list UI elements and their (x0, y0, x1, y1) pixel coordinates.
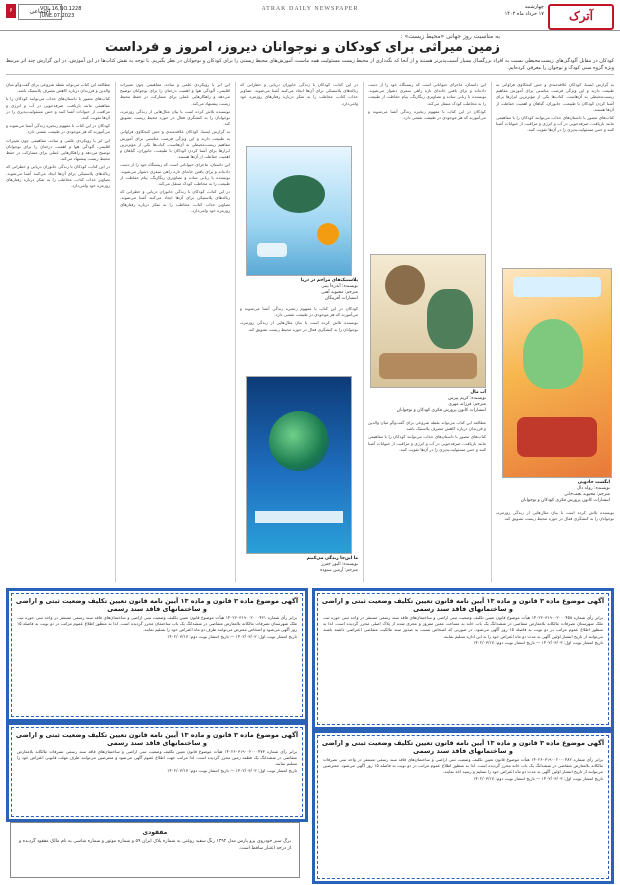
column-divider (363, 82, 364, 582)
notice-text: برابر رأی شماره ۱۴۰۲۶۰۳۱۹۰۰۲۰۰۰۴۶۱ هیأت موضوع قانون تعیین تکلیف وضعیت ثبتی اراضی و ساختمان‌های فاقد سند رسمی مستقر در واحد ثبتی حوزه ثبت ملک شهرستان تصرفات مالکانه بلامعارض متقاضی در ششدانگ یک باب ساختمان محرز گردیده است. لذا به منظور اطلاع عموم مراتب در دو نوبت به فاصله ۱۵ روز آگهی می‌شود و اشخاص معترض می‌توانند ظرف دو ماه اعتراض خود را تسلیم نمایند. (17, 615, 297, 633)
notice-title: آگهی موضوع ماده ۳ قانون و ماده ۱۳ آیین نامه قانون تعیین تکلیف وضعیت ثبتی و اراضی و ساختمانهای فاقد سند رسمی (321, 597, 605, 613)
book-cover-plastics-sea (246, 146, 352, 276)
notice-body (17, 749, 297, 813)
book-translator: مترجم: محبوبه آهنی (321, 290, 358, 295)
book-author: نویسنده: کریم پیرس (448, 396, 486, 401)
notice-title: آگهی موضوع ماده ۳ قانون و ماده ۱۳ آیین نامه قانون تعیین تکلیف وضعیت ثبتی و اراضی و ساختمانهای فاقد سند رسمی (15, 597, 299, 613)
legal-notice-3 (6, 722, 308, 822)
section-label: اجتماعی (18, 4, 62, 20)
paragraph: نویسنده تلاش کرده است با بیان مثال‌هایی از زندگی روزمره، نوجوانان را به کنشگری فعال در حوزه محیط زیست تشویق کند. (120, 108, 230, 127)
page-number: ۶ (6, 4, 16, 18)
article-lead: کودکان در مقابل آلودگی‌های زیست‌محیطی نسبت به افراد بزرگسال بسیار آسیب‌پذیرتر هستند و از آنجا که نگه‌داری از محیط زیست مسئولیت همه ماست، آموزش‌های محیط زیستی را برای کودکان و نوجوانان در نظر بگیریم. با توجه به نقش کتاب‌ها در این آموزش، در این گزارش چند اثر مرتبط ویژه گروه سنی کودک و نوجوان را معرفی کرده‌ایم. (6, 58, 614, 75)
masthead (0, 0, 620, 31)
book-publisher: انتشارات آفرینگان (324, 296, 358, 301)
book-publisher: انتشارات کانون پرورش فکری کودکان و نوجوانان (520, 498, 610, 503)
notice-dates: تاریخ انتشار نوبت اول: ۱۴۰۲/۰۳/۰۳ — تاریخ انتشار نوبت دوم: ۱۴۰۲/۰۳/۱۷ (473, 775, 603, 781)
paper-name: ATRAK DAILY NEWSPAPER (261, 6, 359, 12)
article-column-5 (6, 82, 110, 582)
book-publisher: انتشارات کانون پرورش فکری کودکان و نوجوانان (396, 408, 486, 413)
column-divider (235, 82, 236, 582)
paragraph: نویسنده تلاش کرده است با بیان مثال‌هایی از زندگی روزمره، نوجوانان را به کنشگری فعال در حوزه محیط زیست تشویق کند. (496, 510, 614, 522)
paragraph: کتاب‌های مصور با داستان‌های جذاب می‌توانند کودکان را با مفاهیمی مانند بازیافت، صرفه‌جویی در آب و انرژی و مراقبت از حیوانات آشنا کنند و حس مسئولیت‌پذیری را در آن‌ها تقویت کنند. (496, 115, 614, 133)
paper-logo: آترک (548, 4, 614, 30)
book-title: انگشت جادویی (577, 480, 610, 485)
notice-text: برابر رأی شماره ۱۴۰۲۶۰۳۱۹۰۰۲۰۰۰۴۷۳ هیأت موضوع قانون تعیین تکلیف وضعیت ثبتی اراضی و ساختمان‌های فاقد سند رسمی تصرفات مالکانه بلامعارض متقاضی در ششدانگ یک قطعه زمین محرز گردیده است. لذا مراتب جهت اطلاع عموم آگهی می‌شود و معترضین می‌توانند ظرف مهلت قانونی اعتراض خود را تسلیم نمایند. (17, 749, 297, 767)
notice-text: برابر رأی شماره ۱۴۰۲۶۰۳۱۹۰۰۲۰۰۰۴۸۲ هیأت موضوع قانون تعیین تکلیف وضعیت ثبتی اراضی و ساختمان‌های فاقد سند رسمی مستقر در واحد ثبتی تصرفات مالکانه بلامعارض متقاضی در ششدانگ یک باب خانه محرز گردیده است. لذا به منظور اطلاع عموم مراتب در دو نوبت به فاصله ۱۵ روز آگهی می‌شود. معترضین می‌توانند از تاریخ انتشار اولین آگهی به مدت دو ماه اعتراض خود را تسلیم و رسید اخذ نمایند. (323, 757, 603, 775)
paragraph: مطالعه این کتاب می‌تواند نقطه شروعی برای گفت‌وگو میان والدین و فرزندان درباره کاهش مصرف پلاستیک باشد. (6, 82, 110, 94)
notice-body (323, 757, 603, 875)
paragraph: این اثر با رویکردی علمی و ساده، مفاهیمی چون تغییرات اقلیمی، آلودگی هوا و اهمیت درختان را برای نوجوانان توضیح می‌دهد و راهکارهایی عملی برای مشارکت در حفظ محیط زیست پیشنهاد می‌کند. (6, 137, 110, 162)
article-column-2b (368, 420, 486, 582)
legal-notice-1 (312, 588, 614, 730)
article-column-1 (496, 82, 614, 264)
book-caption-4 (246, 556, 358, 574)
lost-body: برگ سبز خودروی پژو پارس مدل ۱۳۹۲ رنگ سفید روغنی به شماره پلاک ایران ۵۹ و شماره موتور و شماره شاسی به نام مالک مفقود گردیده و از درجه اعتبار ساقط است. (19, 839, 291, 851)
paragraph: به گزارش ایسنا، کودکان علاقه‌مندی و حس کنجکاوی فراوانی به طبیعت دارند و این ویژگی فرصت مناسبی برای آموزش مفاهیم زیست‌محیطی به آن‌هاست. کتاب‌ها یکی از مؤثرترین ابزارها برای آشنا کردن کودکان با طبیعت، جانوران، گیاهان و اهمیت حفاظت از آن‌ها هستند. (120, 129, 230, 160)
article-column-3b (240, 306, 358, 372)
lost-title: مفقودی (142, 829, 168, 836)
notice-body (17, 615, 297, 713)
issue-date (464, 4, 544, 18)
legal-notice-2 (6, 588, 308, 722)
paragraph: به گزارش ایسنا، کودکان علاقه‌مندی و حس کنجکاوی فراوانی به طبیعت دارند و این ویژگی فرصت مناسبی برای آموزش مفاهیم زیست‌محیطی به آن‌هاست. کتاب‌ها یکی از مؤثرترین ابزارها برای آشنا کردن کودکان با طبیعت، جانوران، گیاهان و اهمیت حفاظت از آن‌ها هستند. (496, 82, 614, 112)
book-caption-3 (246, 278, 358, 302)
paragraph: کودکان در این کتاب با مفهوم زنجیره زندگی آشنا می‌شوند و می‌آموزند که هر موجودی در طبیعت نقشی دارد. (240, 306, 358, 318)
book-translator: مترجم: فرزانه مهری (448, 402, 486, 407)
notice-text: برابر رأی شماره ۱۴۰۲۶۰۳۱۹۰۰۲۰۰۰۴۵۸ هیأت موضوع قانون تعیین تکلیف وضعیت ثبتی اراضی و ساختمان‌های فاقد سند رسمی مستقر در واحد ثبتی حوزه ثبت ملک شهرستان تصرفات مالکانه بلامعارض متقاضی در ششدانگ یک باب خانه به مساحت معین مفروز و مجزی شده از پلاک اصلی محرز گردیده است. لذا به منظور اطلاع عموم مراتب در دو نوبت به فاصله ۱۵ روز آگهی می‌شود. در صورتی که اشخاص نسبت به صدور سند مالکیت متقاضی اعتراضی داشته باشند می‌توانند از تاریخ انتشار اولین آگهی به مدت دو ماه اعتراض خود را به این اداره تسلیم نمایند. (323, 615, 603, 639)
notice-dates: تاریخ انتشار نوبت اول: ۱۴۰۲/۰۳/۰۳ — تاریخ انتشار نوبت دوم: ۱۴۰۲/۰۳/۱۷ (167, 767, 297, 773)
issue-date-en: JUNE.07.2023 (40, 13, 75, 19)
book-title: آب مال (470, 390, 486, 395)
issue-date-fa: ۱۷ خرداد ماه ۱۴۰۲ (504, 11, 544, 17)
notice-dates: تاریخ انتشار نوبت اول: ۱۴۰۲/۰۳/۰۳ — تاریخ انتشار نوبت دوم: ۱۴۰۲/۰۳/۱۷ (473, 639, 603, 645)
book-author: نویسنده: رولد دال (576, 486, 610, 491)
book-title: پلاستیک‌های مزاحم در دریا (300, 278, 358, 283)
paragraph: در این کتاب، کودکان با زندگی جانوران دریایی و خطراتی که زباله‌های پلاستیکی برای آن‌ها ایجاد می‌کنند آشنا می‌شوند. تصاویر جذاب کتاب، مخاطب را به تفکر درباره رفتارهای روزمره خود وامی‌دارد. (120, 189, 230, 213)
article-column-4 (120, 82, 230, 582)
article-column-2 (368, 82, 486, 252)
paragraph: مطالعه این کتاب می‌تواند نقطه شروعی برای گفت‌وگو میان والدین و فرزندان درباره کاهش مصرف پلاستیک باشد. (368, 420, 486, 432)
issue-day: چهارشنبه (524, 4, 544, 10)
book-translator: مترجم: محبوبه نجف‌خانی (564, 492, 610, 497)
notice-title: آگهی موضوع ماده ۳ قانون و ماده ۱۳ آیین نامه قانون تعیین تکلیف وضعیت ثبتی و اراضی و ساختمانهای فاقد سند رسمی (321, 739, 605, 755)
article-column-1b (496, 510, 614, 582)
notice-body (323, 615, 603, 721)
book-cover-here-we-are (246, 376, 352, 554)
book-author: نویسنده: الیور جفرز (321, 562, 358, 567)
book-translator: مترجم: آرمین ستوده (320, 568, 358, 573)
book-caption-1 (498, 480, 610, 504)
paragraph: در این کتاب، کودکان با زندگی جانوران دریایی و خطراتی که زباله‌های پلاستیکی برای آن‌ها ایجاد می‌کنند آشنا می‌شوند. تصاویر جذاب کتاب، مخاطب را به تفکر درباره رفتارهای روزمره خود وامی‌دارد. (6, 164, 110, 189)
column-divider (115, 82, 116, 582)
book-author: نویسنده: آندره‌آ بیتی (321, 284, 358, 289)
paragraph: در این کتاب، کودکان با زندگی جانوران دریایی و خطراتی که زباله‌های پلاستیکی برای آن‌ها ایجاد می‌کنند آشنا می‌شوند. تصاویر جذاب کتاب، مخاطب را به تفکر درباره رفتارهای روزمره خود وامی‌دارد. (240, 82, 358, 106)
paragraph: نویسنده تلاش کرده است با بیان مثال‌هایی از زندگی روزمره، نوجوانان را به کنشگری فعال در حوزه محیط زیست تشویق کند. (240, 320, 358, 332)
paragraph: کودکان در این کتاب با مفهوم زنجیره زندگی آشنا می‌شوند و می‌آموزند که هر موجودی در طبیعت نقشی دارد. (6, 123, 110, 135)
paragraph: کتاب‌های مصور با داستان‌های جذاب می‌توانند کودکان را با مفاهیمی مانند بازیافت، صرفه‌جویی در آب و انرژی و مراقبت از حیوانات آشنا کنند و حس مسئولیت‌پذیری را در آن‌ها تقویت کنند. (6, 96, 110, 121)
paragraph: کودکان در این کتاب با مفهوم زنجیره زندگی آشنا می‌شوند و می‌آموزند که هر موجودی در طبیعت نقشی دارد. (368, 108, 486, 121)
book-cover-water (370, 254, 486, 388)
column-divider (491, 82, 492, 582)
book-caption-2 (372, 390, 486, 414)
article-kicker: به مناسبت روز جهانی «محیط زیست» : (400, 33, 500, 40)
paragraph: این اثر با رویکردی علمی و ساده، مفاهیمی چون تغییرات اقلیمی، آلودگی هوا و اهمیت درختان را برای نوجوانان توضیح می‌دهد و راهکارهایی عملی برای مشارکت در حفظ محیط زیست پیشنهاد می‌کند. (120, 82, 230, 106)
book-title: ما این‌جا زندگی می‌کنیم (306, 556, 358, 561)
notice-title: آگهی موضوع ماده ۳ قانون و ماده ۱۳ آیین نامه قانون تعیین تکلیف وضعیت ثبتی و اراضی و ساختمانهای فاقد سند رسمی (15, 731, 299, 747)
article-headline: زمین میراثی برای کودکان و نوجوانان دیروز، امروز و فرداست (104, 40, 500, 55)
book-cover-magic-finger (502, 268, 612, 478)
volume-number: VOL.16,NO.1228 (40, 6, 82, 12)
paragraph: کتاب‌های مصور با داستان‌های جذاب می‌توانند کودکان را با مفاهیمی مانند بازیافت، صرفه‌جویی در آب و انرژی و مراقبت از حیوانات آشنا کنند و حس مسئولیت‌پذیری را در آن‌ها تقویت کنند. (368, 434, 486, 452)
article-column-3 (240, 82, 358, 142)
notice-dates: تاریخ انتشار نوبت اول: ۱۴۰۲/۰۳/۰۳ — تاریخ انتشار نوبت دوم: ۱۴۰۲/۰۳/۱۷ (167, 633, 297, 639)
paragraph: این داستان، ماجرای حیواناتی است که زیستگاه خود را از دست داده‌اند و برای یافتن خانه‌ای تازه راهی سفری دشوار می‌شوند. نویسنده با زبانی ساده و تصاویری رنگارنگ، پیام حفاظت از طبیعت را به مخاطب کودک منتقل می‌کند. (120, 162, 230, 187)
lost-document-notice (10, 822, 300, 878)
legal-notice-4 (312, 730, 614, 884)
paragraph: این داستان، ماجرای حیواناتی است که زیستگاه خود را از دست داده‌اند و برای یافتن خانه‌ای تازه راهی سفری دشوار می‌شوند. نویسنده با زبانی ساده و تصاویری رنگارنگ، پیام حفاظت از طبیعت را به مخاطب کودک منتقل می‌کند. (368, 82, 486, 106)
